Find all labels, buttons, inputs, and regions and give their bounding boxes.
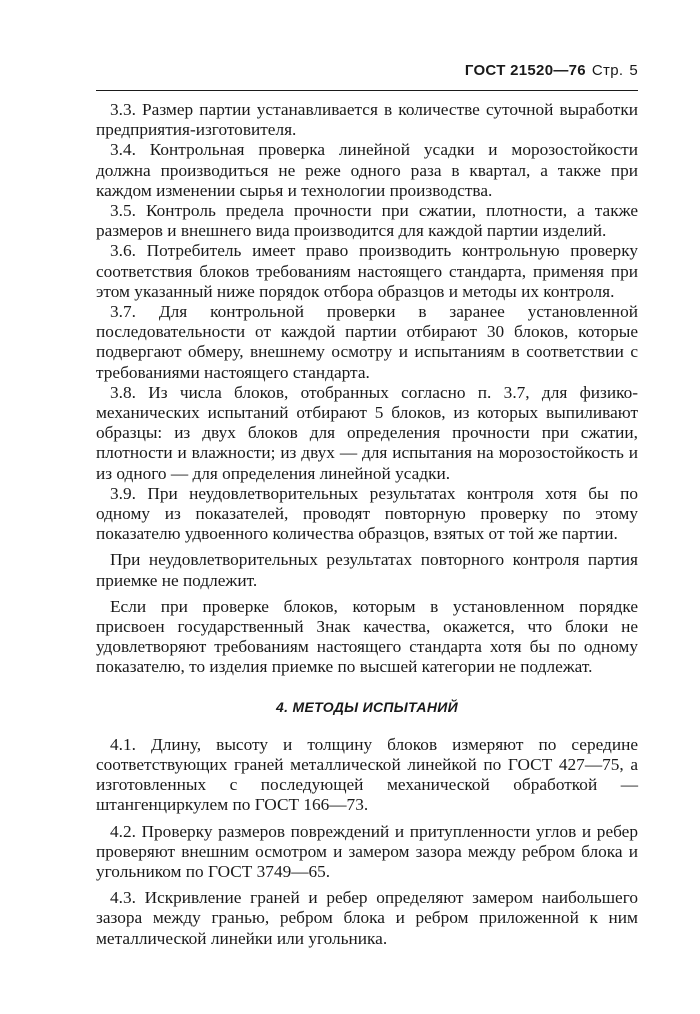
paragraph-3-3: 3.3. Размер партии устанавливается в количестве суточной выработки предприятия-изготовителя.	[96, 100, 638, 140]
paragraph-4-2: 4.2. Проверку размеров повреждений и притупленности углов и ребер проверяют внешним осмотром и замером зазора между ребром блока и угольником по ГОСТ 3749—65.	[96, 821, 638, 881]
paragraph-4-3: 4.3. Искривление граней и ребер определяют замером наибольшего зазора между гранью, ребром блока и ребром приложенной к ним металлической линейки или угольника.	[96, 888, 638, 948]
header-rule	[96, 90, 638, 91]
paragraph-4-1: 4.1. Длину, высоту и толщину блоков измеряют по середине соответствующих граней металлической линейкой по ГОСТ 427—75, а изготовленных с последующей механической обработкой — штангенциркулем по ГОСТ 166—73.	[96, 734, 638, 815]
document-body	[96, 100, 638, 949]
paragraph-3-7: 3.7. Для контрольной проверки в заранее установленной последовательности от каждой партии отбирают 30 блоков, которые подвергают обмеру, внешнему осмотру и испытаниям в соответствии с требованиями настоящего стандарта.	[96, 302, 638, 382]
section-title: 4. МЕТОДЫ ИСПЫТАНИЙ	[276, 698, 458, 715]
paragraph-3-4: 3.4. Контрольная проверка линейной усадки и морозостойкости должна производиться не реже одного раза в квартал, а также при каждом изменении сырья и технологии производства.	[96, 140, 638, 200]
page-label: Стр.	[591, 62, 624, 79]
paragraph-3-6: 3.6. Потребитель имеет право производить контрольную проверку соответствия блоков требованиям настоящего стандарта, применяя при этом указанный ниже порядок отбора образцов и методы их контроля.	[96, 241, 638, 301]
paragraph-3-8: 3.8. Из числа блоков, отобранных согласно п. 3.7, для физико-механических испытаний отбирают 5 блоков, из которых выпиливают образцы: из двух блоков для определения прочности при сжатии, плотности и влажности; из двух — для испытания на морозостойкость и из одного — для определения линейной усадки.	[96, 382, 638, 483]
paragraph-repeat-control: При неудовлетворительных результатах повторного контроля партия приемке не подлежит.	[96, 550, 638, 590]
paragraph-quality-mark: Если при проверке блоков, которым в установленном порядке присвоен государственный Знак качества, окажется, что блоки не удовлетворяют требованиям настоящего стандарта хотя бы по одному показателю, то изделия приемке по высшей категории не подлежат.	[96, 596, 638, 677]
page-header	[465, 62, 638, 79]
standard-number: ГОСТ 21520—76	[464, 62, 586, 79]
paragraph-3-5: 3.5. Контроль предела прочности при сжатии, плотности, а также размеров и внешнего вида производится для каждой партии изделий.	[96, 201, 638, 241]
page-number: 5	[629, 62, 638, 79]
paragraph-3-9: 3.9. При неудовлетворительных результатах контроля хотя бы по одному из показателей, проводят повторную проверку по этому показателю удвоенного количества образцов, взятых от той же партии.	[96, 483, 638, 544]
